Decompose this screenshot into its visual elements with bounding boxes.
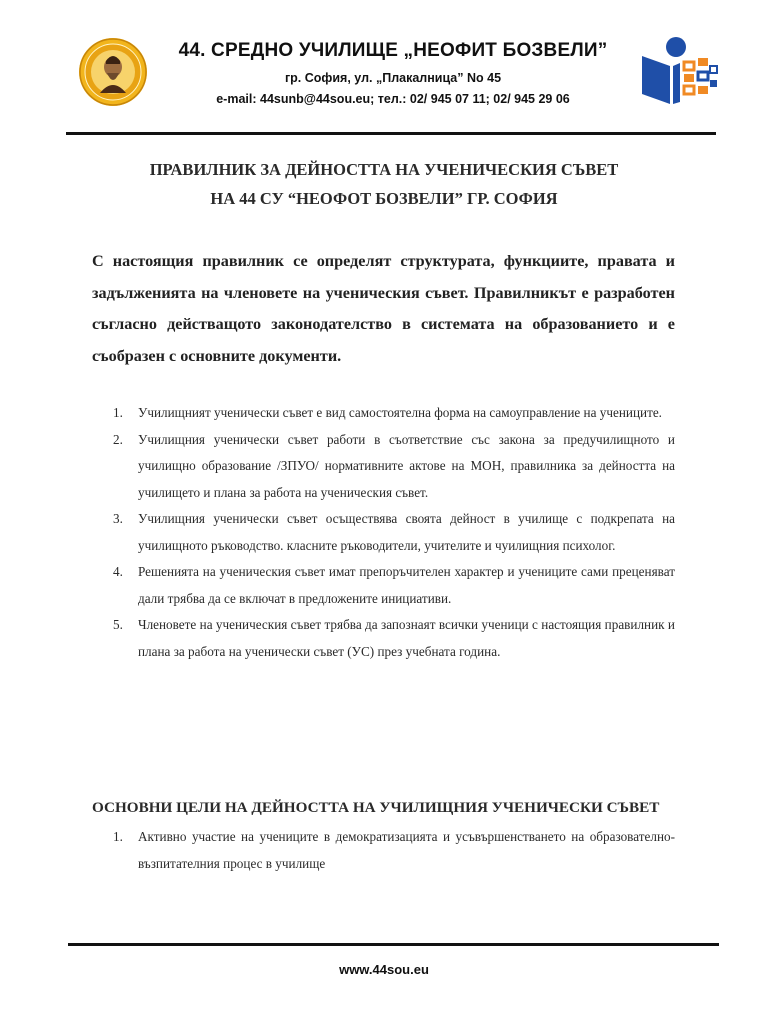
goals-list [92,824,675,877]
list-item [92,824,675,877]
list-item-text: Училищния ученически съвет осъществява своята дейност в училище с подкрепата на училищното ръководство. класните ръководители, учителите и чуилищния психолог. [138,511,675,553]
header-divider [66,132,716,135]
list-number: 4. [113,564,123,579]
school-seal-logo-icon [70,37,156,107]
list-number: 3. [113,511,123,526]
list-number: 2. [113,431,123,447]
letterhead [0,0,768,134]
document-title [60,155,708,213]
title-line-1: ПРАВИЛНИК ЗА ДЕЙНОСТТА НА УЧЕНИЧЕСКИЯ СЪВЕТ [149,160,619,179]
list-item-text: Училищният ученически съвет е вид самостоятелна форма на самоуправление на учениците. [138,405,662,420]
list-number: 1. [113,405,123,420]
list-item-text: Активно участие на учениците в демократизацията и усъвършенстването на образователно-възпитателния процес в училище [138,829,675,871]
list-item-text: Училищния ученически съвет работи в съответствие със закона за предучилищното и училищно образование /ЗПУО/ нормативните актове на МОН, правилника за дейността на училището и плана за работа на ученическия съвет. [138,431,675,500]
book-person-logo-icon [640,36,720,106]
list-item [92,506,675,559]
list-item [92,400,675,427]
list-item-text: Решенията на ученическия съвет имат препоръчителен характер и учениците сами преценяват дали трябва да се включат в предложените инициативи. [138,564,675,606]
list-number: 5. [113,617,123,632]
intro-paragraph: С настоящия правилник се определят структурата, функциите, правата и задълженията на членовете на ученическия съвет. Правилникът е разработен съгласно действащото законодателство в системата на образованието и е съобразен с основните документи. [92,252,675,365]
footer-website-link[interactable]: www.44sou.eu [339,962,429,977]
footer-divider [68,943,719,946]
school-address: гр. София, ул. „Плакалница” No 45 [284,71,502,85]
goals-heading: ОСНОВНИ ЦЕЛИ НА ДЕЙНОСТТА НА УЧИЛИЩНИЯ УЧЕНИЧЕСКИ СЪВЕТ [92,799,660,816]
school-name: 44. СРЕДНО УЧИЛИЩЕ „НЕОФИТ БОЗВЕЛИ” [178,40,608,61]
rules-list [92,400,675,665]
school-contacts: e-mail: 44sunb@44sou.eu; тел.: 02/ 945 07 11; 02/ 945 29 06 [216,92,570,106]
list-item-text: Членовете на ученическия съвет трябва да запознаят всички ученици с настоящия правилник и плана за работа на ученически съвет (УС) през учебната година. [138,617,675,659]
list-item [92,612,675,665]
list-item [92,559,675,612]
list-number: 1. [113,829,123,844]
list-item [92,427,675,507]
title-line-2: НА 44 СУ “НЕОФОТ БОЗВЕЛИ” ГР. СОФИЯ [210,189,558,208]
